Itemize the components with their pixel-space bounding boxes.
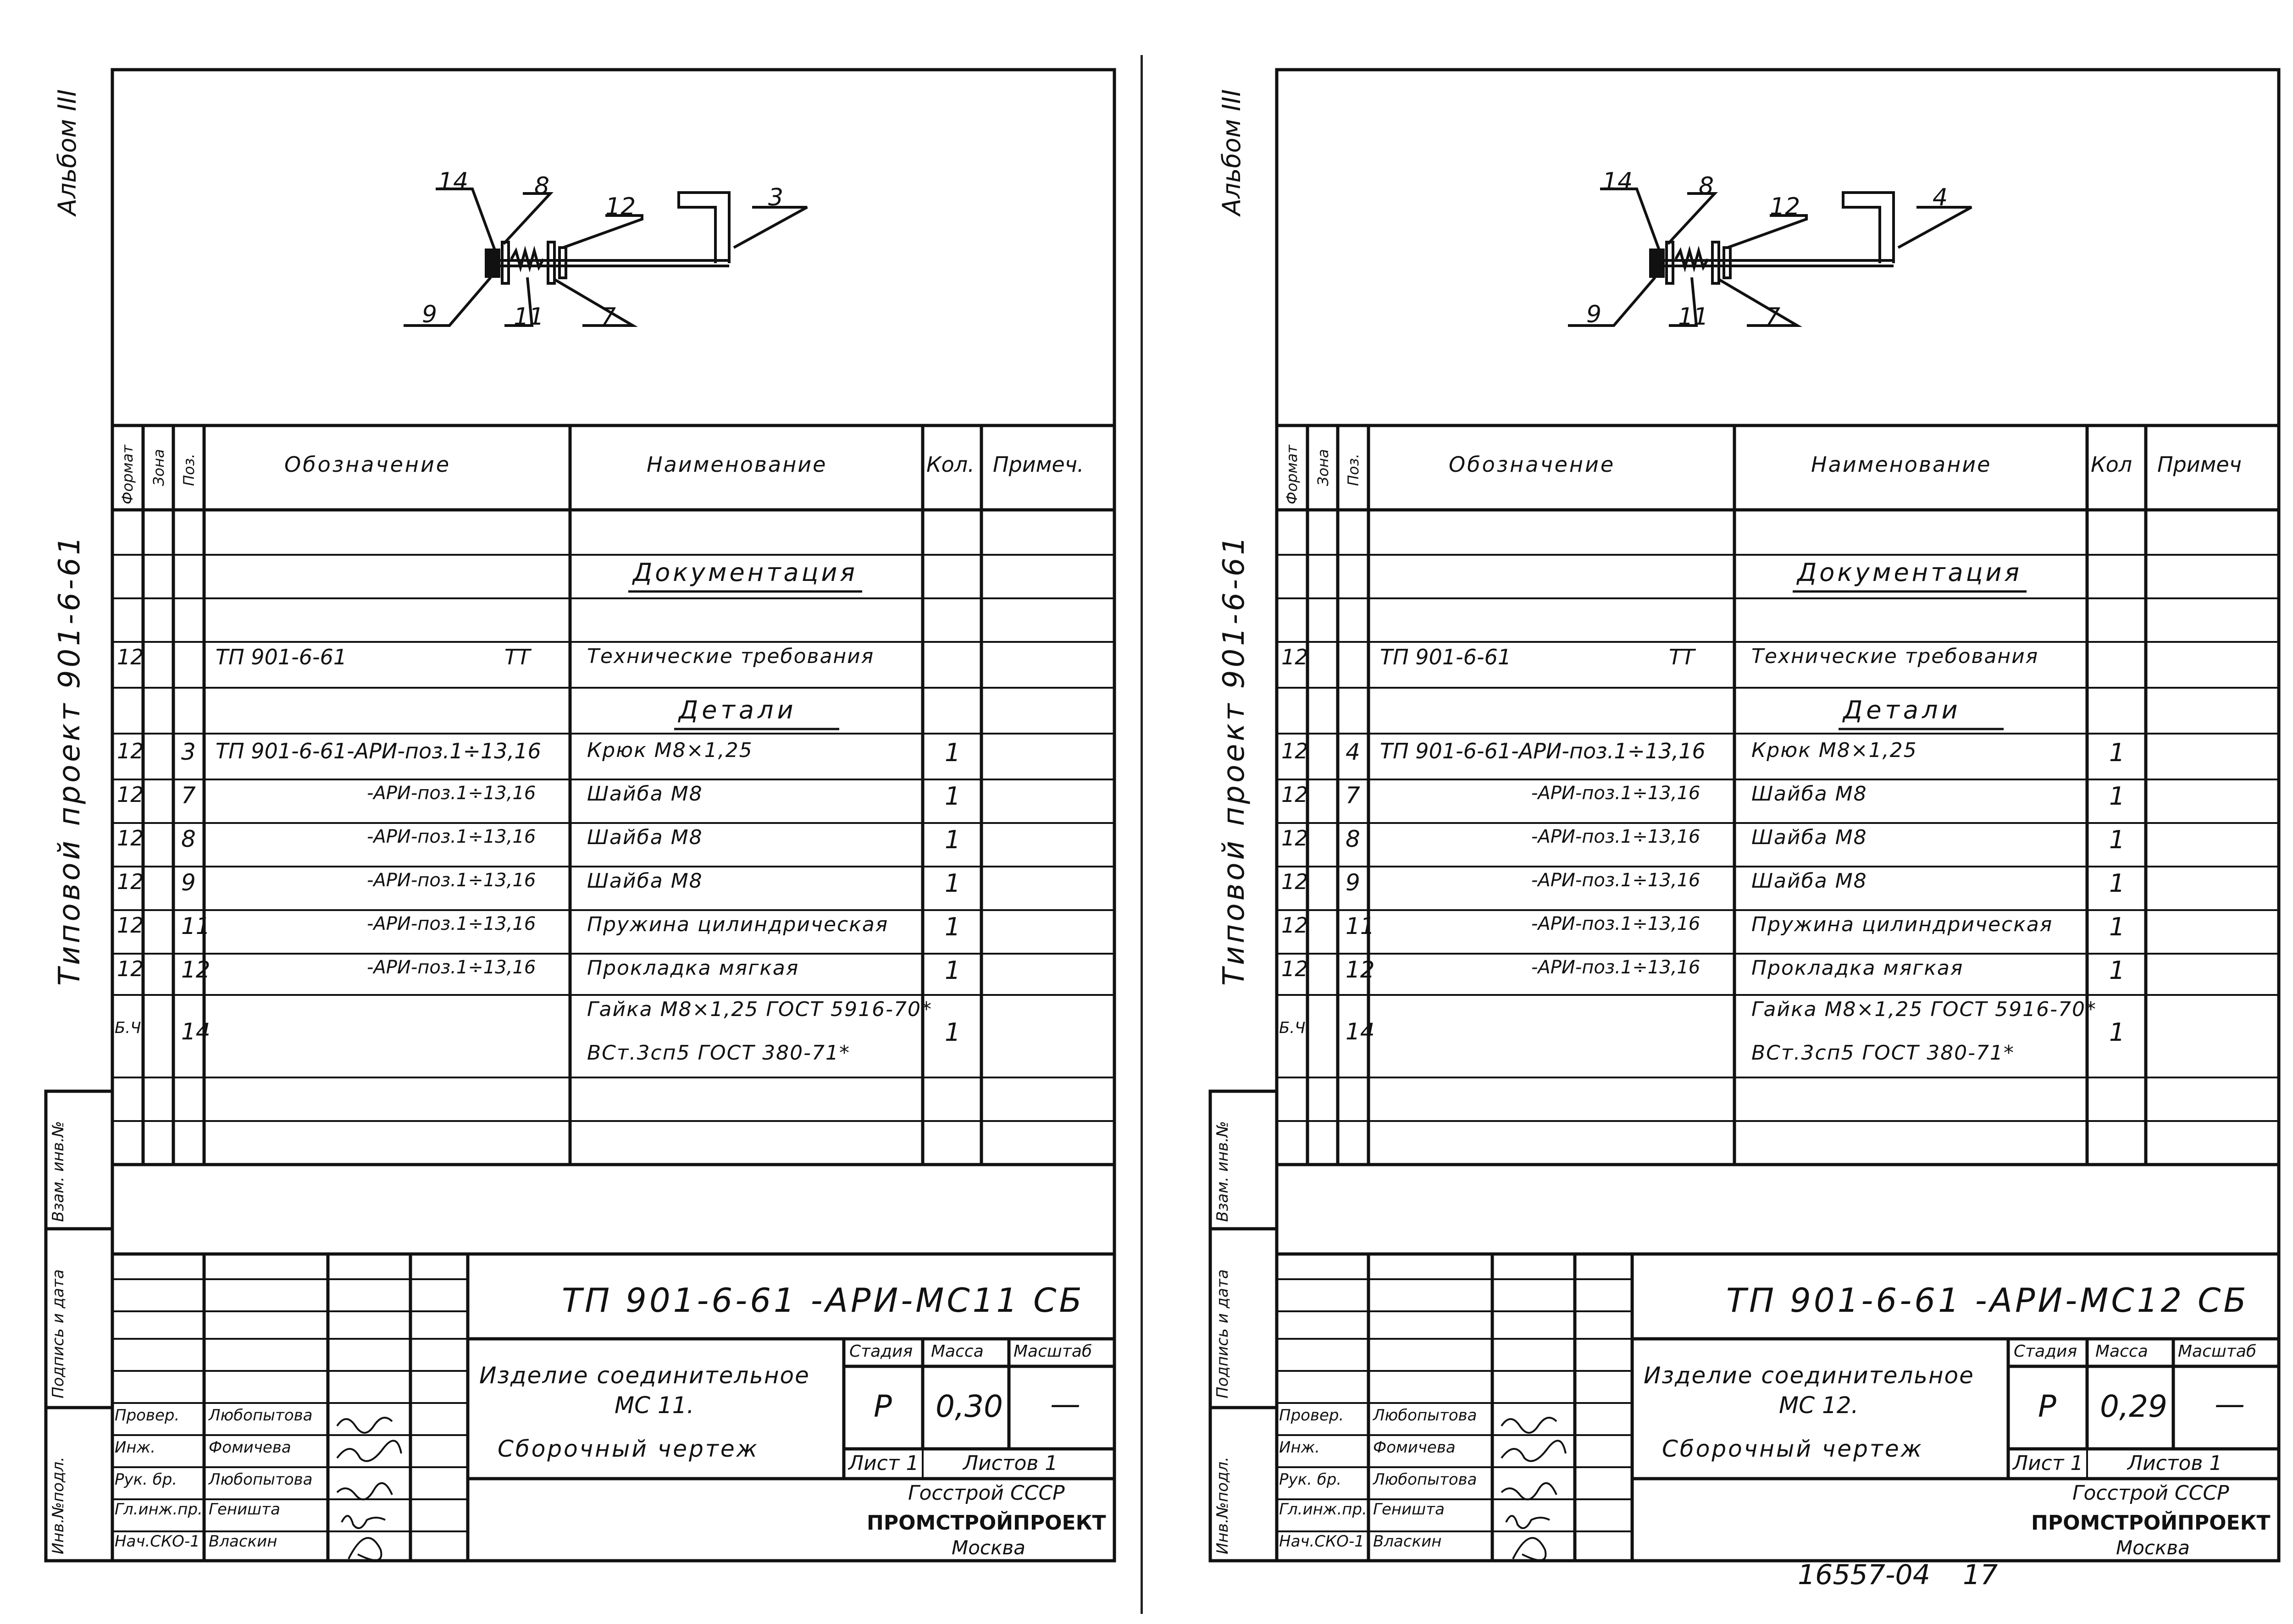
row-designation: -АРИ-поз.1÷13,16 <box>1531 826 1700 847</box>
org-ministry: Госстрой СССР <box>2072 1481 2229 1505</box>
header-designation: Обозначение <box>1449 452 1616 477</box>
row-quantity: 1 <box>2109 912 2125 941</box>
row-quantity: 1 <box>2109 782 2125 811</box>
callout-c12: 12 <box>1770 193 1800 221</box>
header-format: Формат <box>119 445 136 504</box>
document-code: ТП 901-6-61 -АРИ-МС11 СБ <box>562 1281 1085 1320</box>
signer-name: Любопытова <box>1373 1470 1477 1489</box>
signer-role: Провер. <box>1279 1406 1344 1425</box>
stamp-label-inventory: Инв.№подл. <box>49 1457 67 1554</box>
row-designation: -АРИ-поз.1÷13,16 <box>367 826 536 847</box>
callout-c14: 14 <box>438 168 469 195</box>
row-position: 7 <box>1346 782 1360 809</box>
signatures <box>1501 1418 1566 1560</box>
product-code: МС 12. <box>1779 1392 1859 1419</box>
row-quantity: 1 <box>945 869 961 898</box>
row-format: 12 <box>1281 869 1308 894</box>
row-designation: -АРИ-поз.1÷13,16 <box>1531 913 1700 934</box>
signer-role: Нач.СКО-1 <box>115 1532 200 1551</box>
row-format: 12 <box>1281 739 1308 763</box>
drawing-type: Сборочный чертеж <box>1662 1436 1923 1462</box>
stage-header: Стадия <box>2014 1342 2077 1361</box>
row-position: 14 <box>181 1018 210 1045</box>
sheet-number: Лист 1 <box>848 1452 919 1475</box>
sheet-count: Листов 1 <box>963 1452 1058 1475</box>
row-format: 12 <box>1281 826 1308 851</box>
side-album-label: Альбом III <box>1217 89 1246 215</box>
header-position: Поз. <box>180 453 198 486</box>
row-designation: -АРИ-поз.1÷13,16 <box>1531 870 1700 891</box>
row-quantity: 1 <box>2109 1018 2125 1047</box>
row-position: 8 <box>181 826 196 852</box>
row-quantity: 1 <box>2109 956 2125 985</box>
signer-name: Фомичева <box>1373 1438 1456 1457</box>
callout-c14: 14 <box>1602 168 1633 195</box>
callout-c3: 3 <box>768 184 784 211</box>
row-name: Шайба М8 <box>1751 869 1867 893</box>
row-name: Крюк М8×1,25 <box>587 739 753 762</box>
row-name-material: ВСт.3сп5 ГОСТ 380-71* <box>1751 1041 2015 1065</box>
side-album-label: Альбом III <box>53 89 82 215</box>
mass-header: Масса <box>931 1342 984 1361</box>
stamp-label-replacement: Взам. инв.№ <box>49 1121 67 1222</box>
callout-c9: 9 <box>422 301 438 328</box>
row-format: 12 <box>1281 956 1308 981</box>
scale-header: Масштаб <box>1014 1342 1092 1361</box>
header-position: Поз. <box>1345 453 1362 486</box>
row-name: Гайка М8×1,25 ГОСТ 5916-70* <box>587 998 932 1021</box>
callout-c11: 11 <box>1678 303 1709 331</box>
callout-c7: 7 <box>1765 303 1781 331</box>
header-quantity: Кол <box>2091 452 2132 477</box>
row-name: Пружина цилиндрическая <box>1751 913 2053 936</box>
mass-value: 0,29 <box>2100 1389 2167 1424</box>
row-name: Технические требования <box>587 645 875 668</box>
signer-name: Любопытова <box>209 1470 313 1489</box>
product-code: МС 11. <box>615 1392 694 1419</box>
row-quantity: 1 <box>945 1018 961 1047</box>
header-quantity: Кол. <box>926 452 975 477</box>
row-position: 3 <box>181 739 196 765</box>
row-designation: -АРИ-поз.1÷13,16 <box>1531 957 1700 978</box>
scale-value: — <box>1050 1386 1080 1422</box>
row-position: 12 <box>1346 956 1375 983</box>
row-quantity: 1 <box>945 738 961 767</box>
row-designation: ТП 901-6-61-АРИ-поз.1÷13,16 <box>1380 739 1706 763</box>
sheet-count: Листов 1 <box>2127 1452 2222 1475</box>
section-documentation: Документация <box>633 558 858 587</box>
row-format: 12 <box>117 956 144 981</box>
callout-c8: 8 <box>1699 172 1714 200</box>
row-name: Шайба М8 <box>587 869 703 893</box>
row-name: Шайба М8 <box>1751 782 1867 806</box>
side-project-label: Типовой проект 901-6-61 <box>53 533 87 986</box>
stage-value: Р <box>2038 1389 2056 1424</box>
signer-name: Власкин <box>209 1532 277 1551</box>
callout-c12: 12 <box>605 193 636 221</box>
row-format: 12 <box>117 826 144 851</box>
row-designation: ТП 901-6-61-АРИ-поз.1÷13,16 <box>216 739 541 763</box>
row-name: Прокладка мягкая <box>1751 956 1964 980</box>
product-name: Изделие соединительное <box>479 1362 810 1389</box>
footer-page-number: 17 <box>1963 1559 1998 1591</box>
callout-c9: 9 <box>1586 301 1602 328</box>
side-project-label: Типовой проект 901-6-61 <box>1217 533 1251 986</box>
row-format: 12 <box>1281 645 1308 669</box>
row-name: Пружина цилиндрическая <box>587 913 889 936</box>
row-format: 12 <box>1281 782 1308 807</box>
row-designation-suffix: ТТ <box>1669 645 1695 669</box>
row-designation: -АРИ-поз.1÷13,16 <box>367 913 536 934</box>
row-position: 7 <box>181 782 196 809</box>
header-name: Наименование <box>647 452 827 477</box>
stage-header: Стадия <box>849 1342 913 1361</box>
signer-role: Инж. <box>1279 1438 1320 1457</box>
sheet-divider <box>1141 55 1143 1614</box>
signer-name: Геништа <box>1373 1500 1445 1519</box>
header-designation: Обозначение <box>284 452 451 477</box>
scale-value: — <box>2215 1386 2245 1422</box>
stamp-label-replacement: Взам. инв.№ <box>1213 1121 1232 1222</box>
row-position: 12 <box>181 956 210 983</box>
section-documentation: Документация <box>1797 558 2022 587</box>
stage-value: Р <box>874 1389 892 1424</box>
footer-inventory: 16557-04 <box>1798 1559 1930 1591</box>
row-designation: ТП 901-6-61 <box>1380 645 1512 669</box>
row-position: 8 <box>1346 826 1360 852</box>
row-quantity: 1 <box>945 912 961 941</box>
row-position: 11 <box>1346 913 1375 939</box>
stamp-label-inventory: Инв.№подл. <box>1213 1457 1232 1554</box>
signer-name: Любопытова <box>209 1406 313 1425</box>
row-position: 4 <box>1346 739 1360 765</box>
signer-role: Гл.инж.пр. <box>115 1500 203 1519</box>
row-quantity: 1 <box>2109 825 2125 854</box>
header-note: Примеч. <box>993 452 1084 477</box>
org-city: Москва <box>2116 1536 2190 1559</box>
sheet-number: Лист 1 <box>2013 1452 2083 1475</box>
signer-name: Власкин <box>1373 1532 1442 1551</box>
row-name: Шайба М8 <box>1751 826 1867 849</box>
signer-name: Фомичева <box>209 1438 291 1457</box>
row-position: 9 <box>1346 869 1360 896</box>
row-format: 12 <box>117 869 144 894</box>
drawing-sheet-right <box>1164 0 2293 1624</box>
row-name: Крюк М8×1,25 <box>1751 739 1917 762</box>
row-position: 11 <box>181 913 210 939</box>
row-designation: ТП 901-6-61 <box>216 645 347 669</box>
signer-name: Геништа <box>209 1500 280 1519</box>
drawing-type: Сборочный чертеж <box>498 1436 759 1462</box>
callout-c3: 4 <box>1933 184 1948 211</box>
mass-header: Масса <box>2095 1342 2148 1361</box>
row-designation-suffix: ТТ <box>504 645 531 669</box>
signer-role: Рук. бр. <box>1279 1470 1342 1489</box>
header-note: Примеч <box>2157 452 2242 477</box>
row-format: 12 <box>117 739 144 763</box>
row-format: 12 <box>117 913 144 938</box>
org-ministry: Госстрой СССР <box>908 1481 1065 1505</box>
row-name: Прокладка мягкая <box>587 956 799 980</box>
row-position: 14 <box>1346 1018 1375 1045</box>
row-designation: -АРИ-поз.1÷13,16 <box>367 957 536 978</box>
header-name: Наименование <box>1811 452 1992 477</box>
signatures <box>337 1418 401 1560</box>
signer-role: Инж. <box>115 1438 156 1457</box>
signer-role: Рук. бр. <box>115 1470 177 1489</box>
callout-c11: 11 <box>514 303 544 331</box>
product-name: Изделие соединительное <box>1644 1362 1974 1389</box>
signer-role: Гл.инж.пр. <box>1279 1500 1367 1519</box>
row-quantity: 1 <box>945 782 961 811</box>
signer-role: Нач.СКО-1 <box>1279 1532 1364 1551</box>
header-zone: Зона <box>150 449 167 486</box>
signer-role: Провер. <box>115 1406 180 1425</box>
row-quantity: 1 <box>2109 869 2125 898</box>
header-zone: Зона <box>1314 449 1332 486</box>
row-format: 12 <box>117 782 144 807</box>
stamp-label-signature: Подпись и дата <box>49 1269 67 1398</box>
row-designation: -АРИ-поз.1÷13,16 <box>367 783 536 804</box>
row-designation: -АРИ-поз.1÷13,16 <box>1531 783 1700 804</box>
row-name: Гайка М8×1,25 ГОСТ 5916-70* <box>1751 998 2097 1021</box>
document-code: ТП 901-6-61 -АРИ-МС12 СБ <box>1726 1281 2249 1320</box>
row-format: 12 <box>1281 913 1308 938</box>
row-designation: -АРИ-поз.1÷13,16 <box>367 870 536 891</box>
stamp-label-signature: Подпись и дата <box>1213 1269 1232 1398</box>
section-parts: Детали <box>1843 696 1961 724</box>
row-name-material: ВСт.3сп5 ГОСТ 380-71* <box>587 1041 851 1065</box>
org-name: ПРОМСТРОЙПРОЕКТ <box>2031 1511 2271 1535</box>
row-format: Б.Ч. <box>115 1019 146 1037</box>
org-city: Москва <box>952 1536 1025 1559</box>
header-format: Формат <box>1283 445 1301 504</box>
row-name: Технические требования <box>1751 645 2039 668</box>
scale-header: Масштаб <box>2178 1342 2257 1361</box>
row-name: Шайба М8 <box>587 782 703 806</box>
row-quantity: 1 <box>945 956 961 985</box>
section-parts: Детали <box>679 696 797 724</box>
row-quantity: 1 <box>2109 738 2125 767</box>
row-quantity: 1 <box>945 825 961 854</box>
callout-c7: 7 <box>601 303 616 331</box>
signer-name: Любопытова <box>1373 1406 1477 1425</box>
row-name: Шайба М8 <box>587 826 703 849</box>
row-format: Б.Ч. <box>1279 1019 1311 1037</box>
row-format: 12 <box>117 645 144 669</box>
callout-c8: 8 <box>534 172 550 200</box>
row-position: 9 <box>181 869 196 896</box>
org-name: ПРОМСТРОЙПРОЕКТ <box>867 1511 1106 1535</box>
mass-value: 0,30 <box>936 1389 1003 1424</box>
